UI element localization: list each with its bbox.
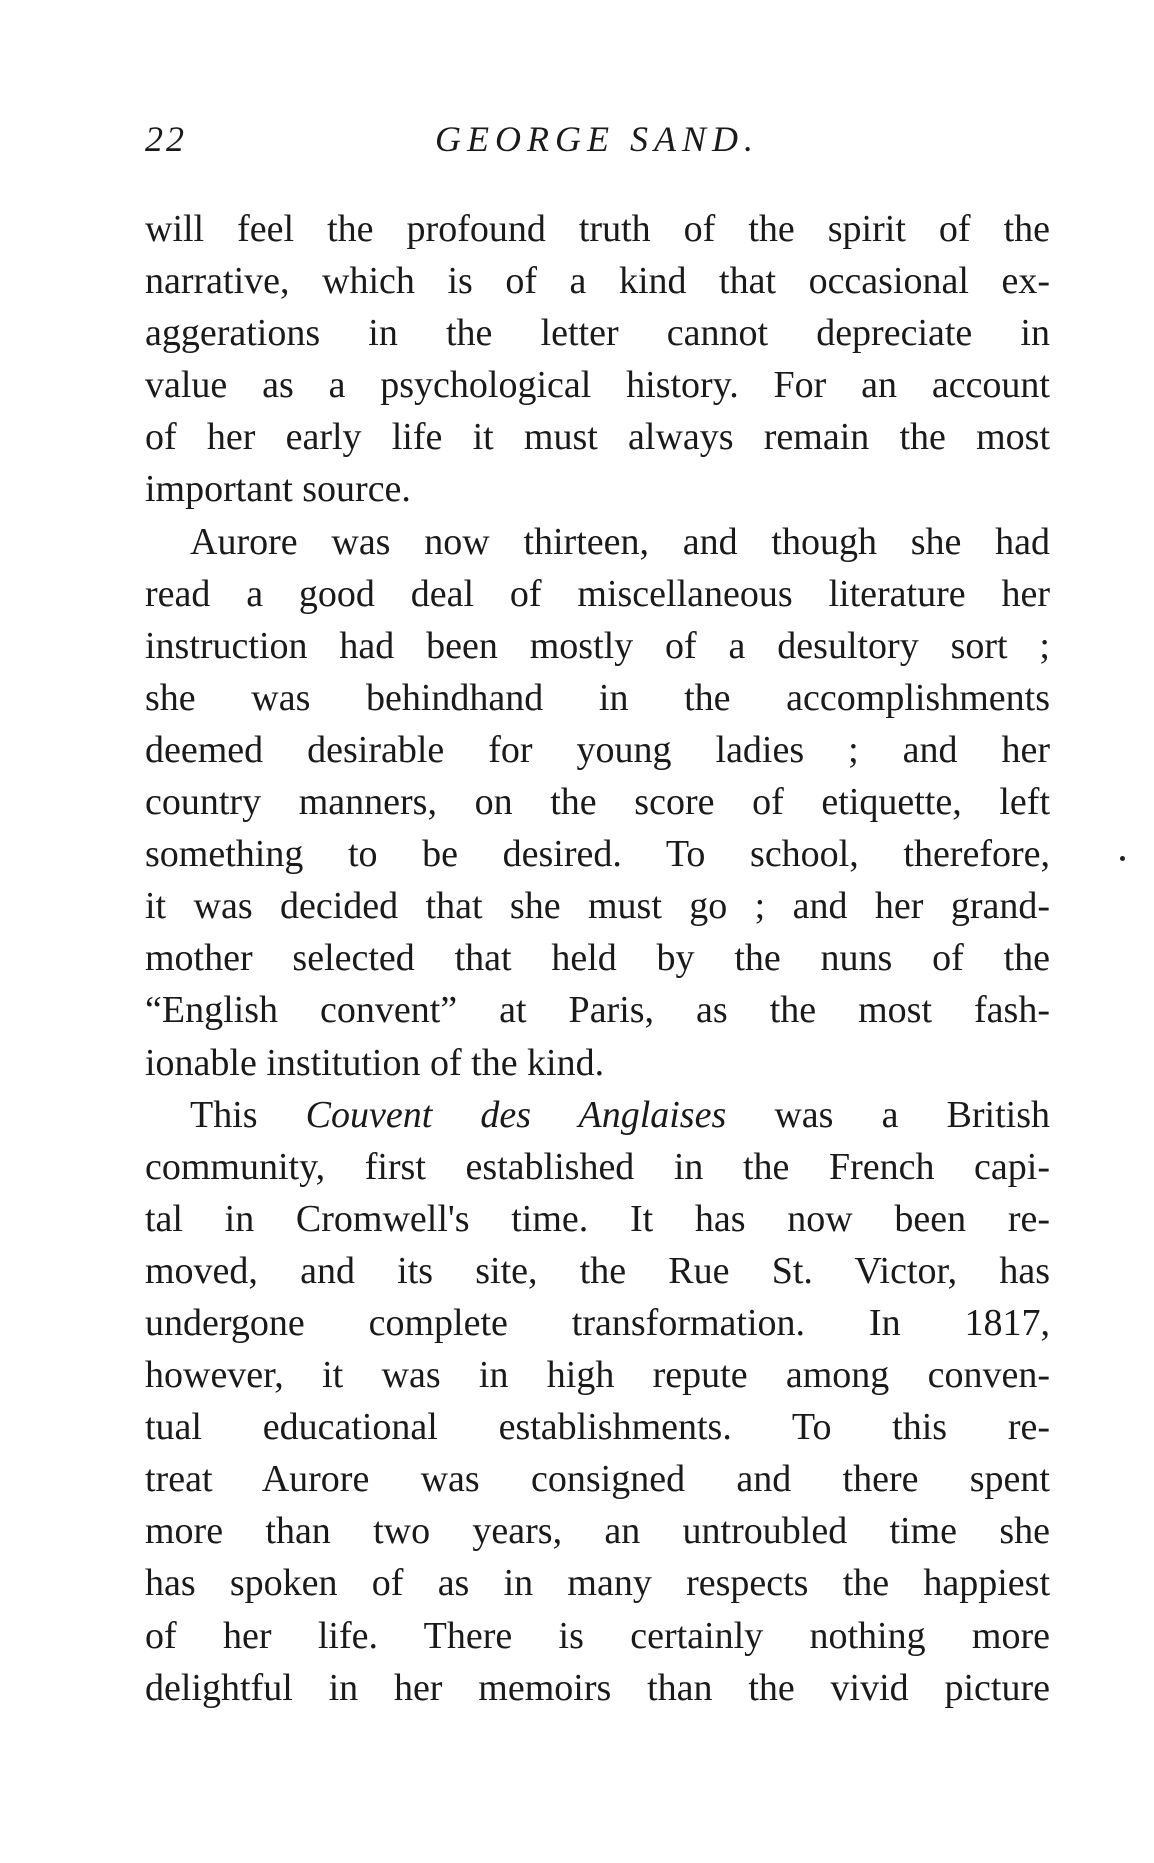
- text-line: “English convent” at Paris, as the most fash-: [145, 989, 1050, 1032]
- text-line: country manners, on the score of etiquette, left: [145, 781, 1050, 824]
- text-line: has spoken of as in many respects the happiest: [145, 1562, 1050, 1605]
- text-line: ionable institution of the kind.: [145, 1041, 605, 1084]
- text-line: however, it was in high repute among conven-: [145, 1354, 1050, 1397]
- text-segment: This: [190, 1093, 306, 1136]
- ink-speck: [1120, 856, 1125, 861]
- text-line: narrative, which is of a kind that occasional ex-: [145, 260, 1050, 303]
- text-line: tal in Cromwell's time. It has now been re-: [145, 1197, 1050, 1240]
- text-line: undergone complete transformation. In 1817,: [145, 1301, 1050, 1344]
- page-number: 22: [145, 119, 187, 159]
- text-line: will feel the profound truth of the spirit of the: [145, 208, 1050, 250]
- text-line: aggerations in the letter cannot depreciate in: [145, 312, 1050, 355]
- text-segment: was a British: [726, 1093, 1051, 1136]
- text-line: something to be desired. To school, therefore,: [145, 833, 1050, 876]
- text-line: read a good deal of miscellaneous literature her: [145, 572, 1050, 615]
- text-line: instruction had been mostly of a desultory sort ;: [145, 624, 1050, 667]
- text-line: it was decided that she must go ; and her grand-: [145, 885, 1050, 928]
- text-line: deemed desirable for young ladies ; and her: [145, 728, 1050, 771]
- text-line: of her early life it must always remain the most: [145, 416, 1050, 459]
- text-line: treat Aurore was consigned and there spent: [145, 1458, 1050, 1501]
- text-line: Aurore was now thirteen, and though she had: [190, 520, 1050, 563]
- text-line: of her life. There is certainly nothing more: [145, 1614, 1050, 1657]
- running-title: GEORGE SAND.: [435, 119, 759, 159]
- body-text: [145, 203, 1050, 1714]
- text-line: mother selected that held by the nuns of the: [145, 937, 1050, 980]
- text-line: community, first established in the French capi-: [145, 1145, 1050, 1188]
- text-line: value as a psychological history. For an account: [145, 364, 1050, 407]
- text-line: important source.: [145, 468, 411, 511]
- text-line: delightful in her memoirs than the vivid picture: [145, 1666, 1050, 1709]
- text-line: she was behindhand in the accomplishments: [145, 676, 1050, 719]
- text-line: tual educational establishments. To this re-: [145, 1406, 1050, 1449]
- text-line: more than two years, an untroubled time she: [145, 1510, 1050, 1553]
- text-line: moved, and its site, the Rue St. Victor, has: [145, 1249, 1050, 1292]
- italic-title: Couvent des Anglaises: [305, 1093, 727, 1136]
- running-head: [145, 118, 1050, 168]
- text-line: [145, 1089, 1050, 1141]
